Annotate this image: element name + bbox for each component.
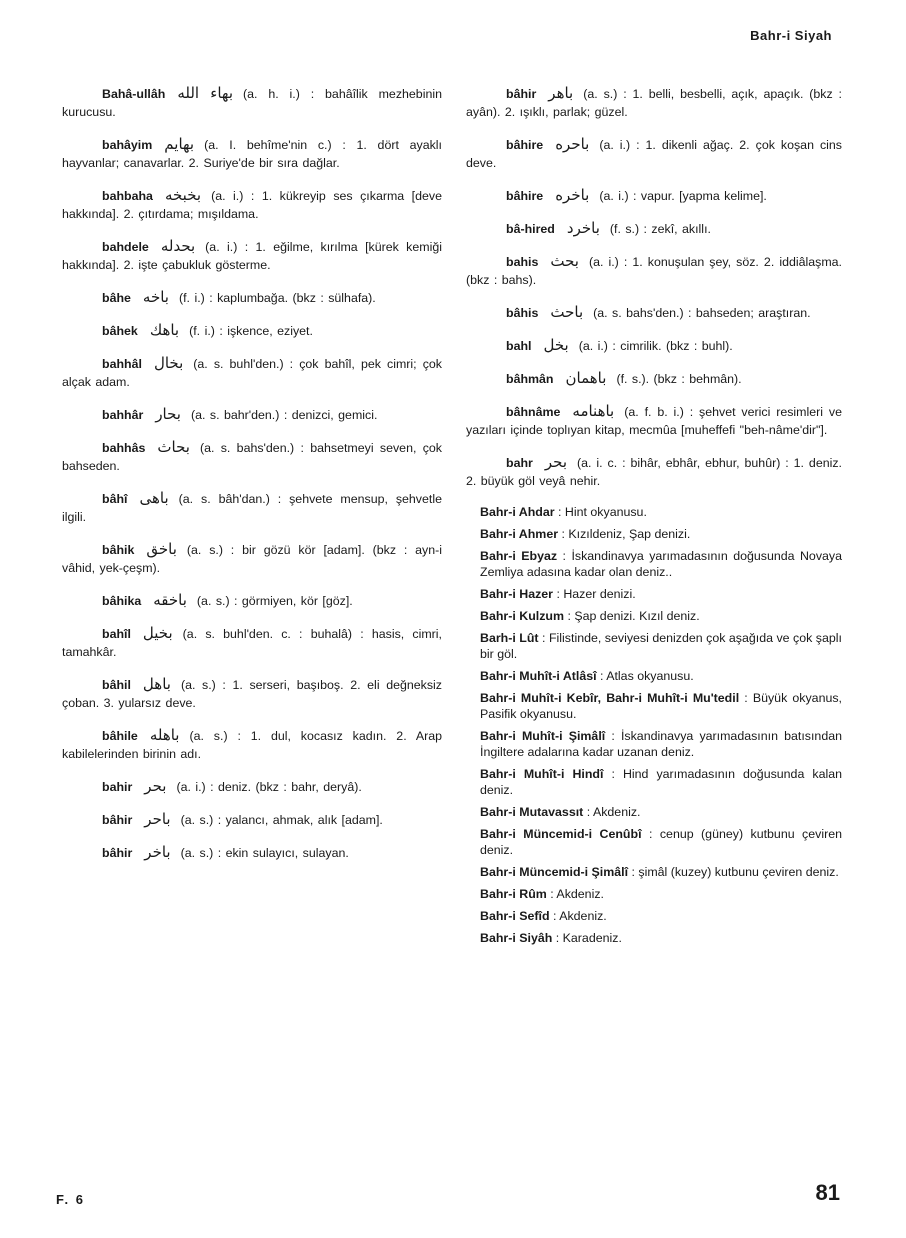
headword: bahir — [102, 780, 133, 794]
definition: (f. i.) : işkence, eziyet. — [189, 324, 313, 338]
definition: (a. f. b. i.) : şehvet verici resimleri ve yazıları içinde toplıyan kitap, mecmûa [muheffefi "beh-nâme'dir"]. — [466, 405, 842, 437]
arabic-script: باحث — [550, 303, 584, 321]
definition: (a. s.) : ekin sulayıcı, sulayan. — [180, 846, 349, 860]
sub-entry — [466, 766, 842, 798]
arabic-script: باهر — [548, 84, 574, 102]
arabic-script: باخه — [142, 288, 169, 306]
headword: bahis — [506, 255, 539, 269]
headword: bâ-hired — [506, 222, 555, 236]
sub-entry — [466, 668, 842, 684]
definition: (a. s. bâh'dan.) : şehvete mensup, şehvetle ilgili. — [62, 492, 442, 524]
arabic-script: باهنامه — [572, 402, 615, 420]
sub-entry-definition: : İskandinavya yarımadasının doğusunda Novaya Zemliya adasına kadar olan deniz.. — [480, 549, 842, 579]
sub-entry — [466, 864, 842, 880]
arabic-script: بحار — [155, 405, 181, 423]
dictionary-entry — [62, 624, 442, 661]
sub-entry-definition: : Akdeniz. — [586, 805, 641, 819]
dictionary-entry — [466, 336, 842, 355]
sub-entry-term: Bahr-i Rûm — [480, 887, 547, 901]
definition: (a. s. bahs'den.) : bahseden; araştıran. — [593, 306, 811, 320]
headword: bahbaha — [102, 189, 153, 203]
dictionary-entry — [62, 135, 442, 172]
arabic-script: باهمان — [565, 369, 607, 387]
headword: bahhâs — [102, 441, 146, 455]
dictionary-entry — [466, 84, 842, 121]
sub-entry-definition: : İskandinavya yarımadasının batısından İngiltere adalarına kadar uzanan deniz. — [480, 729, 842, 759]
arabic-script: بحر — [144, 777, 167, 795]
definition: (a. i.) : 1. eğilme, kırılma [kürek kemiği hakkında]. 2. işte çabukluk gösterme. — [62, 240, 442, 272]
sub-entry-term: Bahr-i Hazer — [480, 587, 553, 601]
dictionary-entry — [466, 369, 842, 388]
sub-entry-definition: : Hind yarımadasının doğusunda kalan deniz. — [480, 767, 842, 797]
headword: bahl — [506, 339, 532, 353]
sub-entry-term: Barh-i Lût — [480, 631, 539, 645]
headword: bâhire — [506, 189, 544, 203]
dictionary-entry — [62, 405, 442, 424]
sub-entry-term: Bahr-i Ahdar — [480, 505, 555, 519]
headword: bâhik — [102, 543, 135, 557]
definition: (a. i.) : vapur. [yapma kelime]. — [599, 189, 767, 203]
sub-entry — [466, 690, 842, 722]
page-number: 81 — [815, 1180, 840, 1205]
definition: (a. s. bahr'den.) : denizci, gemici. — [190, 408, 378, 422]
sub-entry-term: Bahr-i Ebyaz — [480, 549, 558, 563]
sub-entry-definition: : Akdeniz. — [550, 887, 604, 901]
dictionary-entry — [62, 438, 442, 475]
sub-entry-term: Bahr-i Muhît-i Atlâsî — [480, 669, 597, 683]
sub-entry-definition: : Hazer denizi. — [556, 587, 636, 601]
sub-entry-definition: : Karadeniz. — [555, 931, 622, 945]
sub-entry — [466, 728, 842, 760]
headword: bâhire — [506, 138, 544, 152]
arabic-script: بحاث — [157, 438, 190, 456]
arabic-script: باهله — [149, 726, 180, 744]
dictionary-entry — [62, 84, 442, 121]
headword: bâhe — [102, 291, 131, 305]
dictionary-entry — [466, 219, 842, 238]
right-column — [466, 84, 842, 952]
dictionary-entry — [466, 186, 842, 205]
definition: (a. s.) : yalancı, ahmak, alık [adam]. — [180, 813, 383, 827]
definition: (a. s.) : 1. serseri, başıboş. 2. eli değneksiz çoban. 3. yularsız deve. — [62, 678, 442, 710]
sub-entry-term: Bahr-i Müncemid-i Şimâlî — [480, 865, 629, 879]
definition: (a. i.) : deniz. (bkz : bahr, deryâ). — [176, 780, 362, 794]
sub-entry-definition: : cenup (güney) kutbunu çeviren deniz. — [480, 827, 842, 857]
dictionary-entry — [466, 252, 842, 289]
dictionary-entry — [62, 726, 442, 763]
headword: bahîl — [102, 627, 131, 641]
headword: bahdele — [102, 240, 149, 254]
arabic-script: باخقه — [153, 591, 187, 609]
headword: Bahâ-ullâh — [102, 87, 166, 101]
definition: (a. i.) : 1. kükreyip ses çıkarma [deve hakkında]. 2. çıtırdama; mışıldama. — [62, 189, 442, 221]
sub-entry — [466, 526, 842, 542]
dictionary-entry — [62, 843, 442, 862]
sub-entry — [466, 826, 842, 858]
arabic-script: بخبخه — [164, 186, 202, 204]
sub-entry-term: Bahr-i Muhît-i Şimâlî — [480, 729, 606, 743]
dictionary-entry — [62, 810, 442, 829]
sub-entry — [466, 804, 842, 820]
sub-entry-definition: : şimâl (kuzey) kutbunu çeviren deniz. — [631, 865, 839, 879]
headword: bâhika — [102, 594, 142, 608]
headword: bahhâl — [102, 357, 142, 371]
definition: (f. i.) : kaplumbağa. (bkz : sülhafa). — [178, 291, 376, 305]
dictionary-entry — [62, 489, 442, 526]
definition: (a. i.) : 1. konuşulan şey, söz. 2. iddiâlaşma. (bkz : bahs). — [466, 255, 842, 287]
definition: (a. i.) : cimrilik. (bkz : buhl). — [578, 339, 733, 353]
sub-entry — [466, 608, 842, 624]
definition: (a. s.) : 1. dul, kocasız kadın. 2. Arap kabilelerinden birinin adı. — [62, 729, 442, 761]
sub-entry-term: Bahr-i Müncemid-i Cenûbî — [480, 827, 642, 841]
headword: bâhir — [506, 87, 537, 101]
definition: (a. I. behîme'nin c.) : 1. dört ayaklı hayvanlar; canavarlar. 2. Suriye'de bir sıra dağlar. — [62, 138, 442, 170]
dictionary-entry — [62, 288, 442, 307]
arabic-script: باهى — [139, 489, 169, 507]
signature-mark: F. 6 — [56, 1192, 85, 1207]
dictionary-entry — [62, 354, 442, 391]
arabic-script: بخل — [543, 336, 569, 354]
dictionary-entry — [62, 321, 442, 340]
arabic-script: بخال — [153, 354, 184, 372]
sub-entry-term: Bahr-i Sefîd — [480, 909, 550, 923]
sub-entry-definition: : Akdeniz. — [553, 909, 607, 923]
arabic-script: بحدله — [160, 237, 196, 255]
sub-entry — [466, 886, 842, 902]
sub-entry-term: Bahr-i Muhît-i Hindî — [480, 767, 604, 781]
headword: bahr — [506, 456, 533, 470]
arabic-script: بهايم — [164, 135, 195, 153]
dictionary-entry — [466, 135, 842, 172]
arabic-script: باهك — [149, 321, 180, 339]
headword: bâhis — [506, 306, 539, 320]
headword: bâhek — [102, 324, 138, 338]
headword: bâhile — [102, 729, 138, 743]
running-header: Bahr-i Siyah — [750, 28, 832, 43]
sub-entry-term: Bahr-i Muhît-i Kebîr, Bahr-i Muhît-i Mu'tedil — [480, 691, 740, 705]
definition: (a. s. buhl'den. c. : buhalâ) : hasis, cimri, tamahkâr. — [62, 627, 442, 659]
dictionary-entry — [466, 453, 842, 490]
headword: bâhnâme — [506, 405, 561, 419]
headword: bâhir — [102, 813, 133, 827]
headword: bâhil — [102, 678, 131, 692]
dictionary-entry — [62, 237, 442, 274]
headword: bâhir — [102, 846, 133, 860]
dictionary-entry — [62, 540, 442, 577]
sub-entry-term: Bahr-i Mutavassıt — [480, 805, 584, 819]
sub-entry-definition: : Atlas okyanusu. — [600, 669, 694, 683]
dictionary-entry — [62, 675, 442, 712]
sub-entry-definition: : Kızıldeniz, Şap denizi. — [561, 527, 691, 541]
dictionary-entry — [466, 402, 842, 439]
headword: bâhî — [102, 492, 128, 506]
right-entries — [466, 84, 842, 490]
left-column — [62, 84, 442, 876]
arabic-script: بحث — [550, 252, 579, 270]
arabic-script: باحره — [555, 135, 590, 153]
sub-entry-definition: : Hint okyanusu. — [558, 505, 647, 519]
sub-entry — [466, 930, 842, 946]
sub-entry-term: Bahr-i Kulzum — [480, 609, 564, 623]
definition: (a. i.) : 1. dikenli ağaç. 2. çok koşan cins deve. — [466, 138, 842, 170]
headword: bahhâr — [102, 408, 144, 422]
definition: (a. h. i.) : bahâîlik mezhebinin kurucusu. — [62, 87, 442, 119]
definition: (a. s.) : görmiyen, kör [göz]. — [196, 594, 353, 608]
arabic-script: باهل — [142, 675, 171, 693]
definition: (a. i. c. : bihâr, ebhâr, ebhur, buhûr) : 1. deniz. 2. büyük göl veyâ nehir. — [466, 456, 842, 488]
arabic-script: باخره — [555, 186, 590, 204]
sub-entry-term: Bahr-i Ahmer — [480, 527, 559, 541]
definition: (f. s.) : zekî, akıllı. — [609, 222, 711, 236]
sub-entry-definition: : Büyük okyanus, Pasifik okyanusu. — [480, 691, 842, 721]
dictionary-entry — [62, 777, 442, 796]
bahr-subentries — [466, 504, 842, 946]
definition: (f. s.). (bkz : behmân). — [616, 372, 742, 386]
definition: (a. s. bahs'den.) : bahsetmeyi seven, çok bahseden. — [62, 441, 442, 473]
sub-entry — [466, 630, 842, 662]
sub-entry — [466, 908, 842, 924]
arabic-script: بخيل — [142, 624, 173, 642]
sub-entry-definition: : Filistinde, seviyesi denizden çok aşağıda ve çok şaplı bir göl. — [480, 631, 842, 661]
sub-entry-term: Bahr-i Siyâh — [480, 931, 553, 945]
dictionary-entry — [62, 591, 442, 610]
arabic-script: باخق — [146, 540, 177, 558]
sub-entry — [466, 586, 842, 602]
definition: (a. s. buhl'den.) : çok bahîl, pek cimri; çok alçak adam. — [62, 357, 442, 389]
dictionary-entry — [62, 186, 442, 223]
dictionary-entry — [466, 303, 842, 322]
definition: (a. s.) : bir gözü kör [adam]. (bkz : ayn-i vâhid, yek-çeşm). — [62, 543, 442, 575]
sub-entry-definition: : Şap denizi. Kızıl deniz. — [567, 609, 700, 623]
headword: bahâyim — [102, 138, 153, 152]
arabic-script: باخر — [144, 843, 171, 861]
arabic-script: بهاء الله — [177, 84, 233, 102]
sub-entry — [466, 548, 842, 580]
sub-entry — [466, 504, 842, 520]
arabic-script: بحر — [544, 453, 567, 471]
arabic-script: باحر — [144, 810, 171, 828]
definition: (a. s.) : 1. belli, besbelli, açık, apaçık. (bkz : ayân). 2. ışıklı, parlak; güzel. — [466, 87, 842, 119]
headword: bâhmân — [506, 372, 554, 386]
arabic-script: باخرد — [566, 219, 600, 237]
